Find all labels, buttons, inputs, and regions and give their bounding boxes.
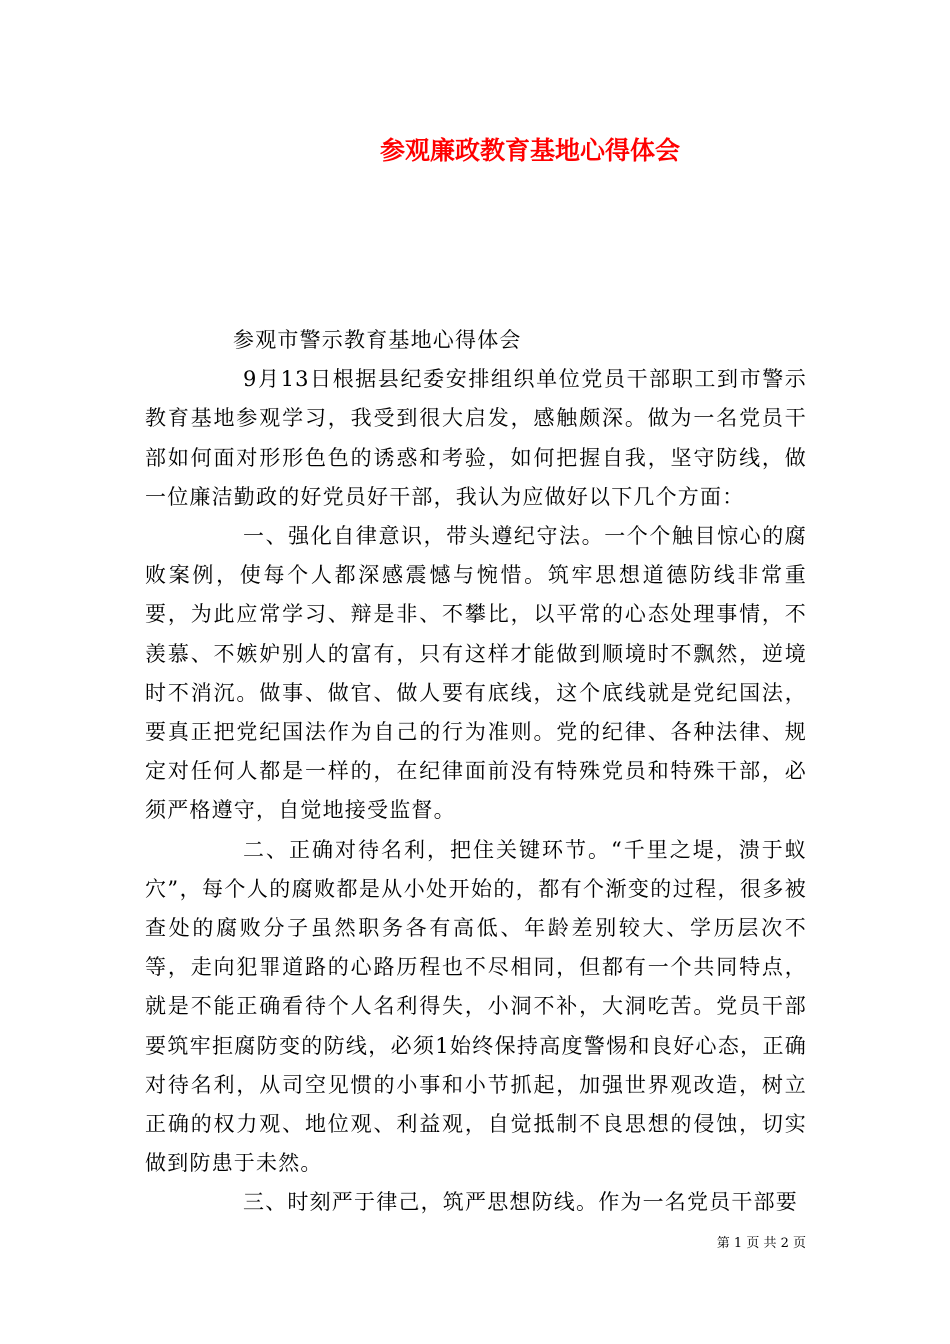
document-title: 参观廉政教育基地心得体会 — [379, 136, 680, 165]
paragraph-section-3: 三、时刻严于律己，筑严思想防线。作为一名党员干部要 — [243, 1190, 798, 1215]
page-number-footer: 第 1 页 共 2 页 — [716, 1236, 806, 1251]
document-subtitle: 参观市警示教育基地心得体会 — [233, 328, 522, 352]
paragraph-section-1: 一、强化自律意识，带头遵纪守法。一个个触目惊心的腐败案例，使每个人都深感震憾与惋惜。筑牢思想道德防线非常重要，为此应常学习、辩是非、不攀比，以平常的心态处理事情，不羡慕、不嫉妒别人的富有，只有这样才能做到顺境时不飘然，逆境时不消沉。做事、做官、做人要有底线，这个底线就是党纪国法，要真正把党纪国法作为自己的行为准则。党的纪律、各种法律、规定对任何人都是一样的，在纪律面前没有特殊党员和特殊干部，必须严格遵守，自觉地接受监督。 — [145, 524, 807, 823]
paragraph-section-2: 二、正确对待名利，把住关键环节。“千里之堤，溃于蚁穴”，每个人的腐败都是从小处开始的，都有个渐变的过程，很多被查处的腐败分子虽然职务各有高低、年龄差别较大、学历层次不等，走向犯罪道路的心路历程也不尽相同，但都有一个共同特点，就是不能正确看待个人名利得失，小洞不补，大洞吃苦。党员干部要筑牢拒腐防变的防线，必须1始终保持高度警惕和良好心态，正确对待名利，从司空见惯的小事和小节抓起，加强世界观改造，树立正确的权力观、地位观、利益观，自觉抵制不良思想的侵蚀，切实做到防患于未然。 — [145, 837, 807, 1176]
document-body — [145, 321, 807, 1223]
paragraph-intro: 9月13日根据县纪委安排组织单位党员干部职工到市警示教育基地参观学习，我受到很大启发，感触颇深。做为一名党员干部如何面对形形色色的诱惑和考验，如何把握自我，坚守防线，做一位廉洁勤政的好党员好干部，我认为应做好以下几个方面： — [145, 367, 807, 509]
